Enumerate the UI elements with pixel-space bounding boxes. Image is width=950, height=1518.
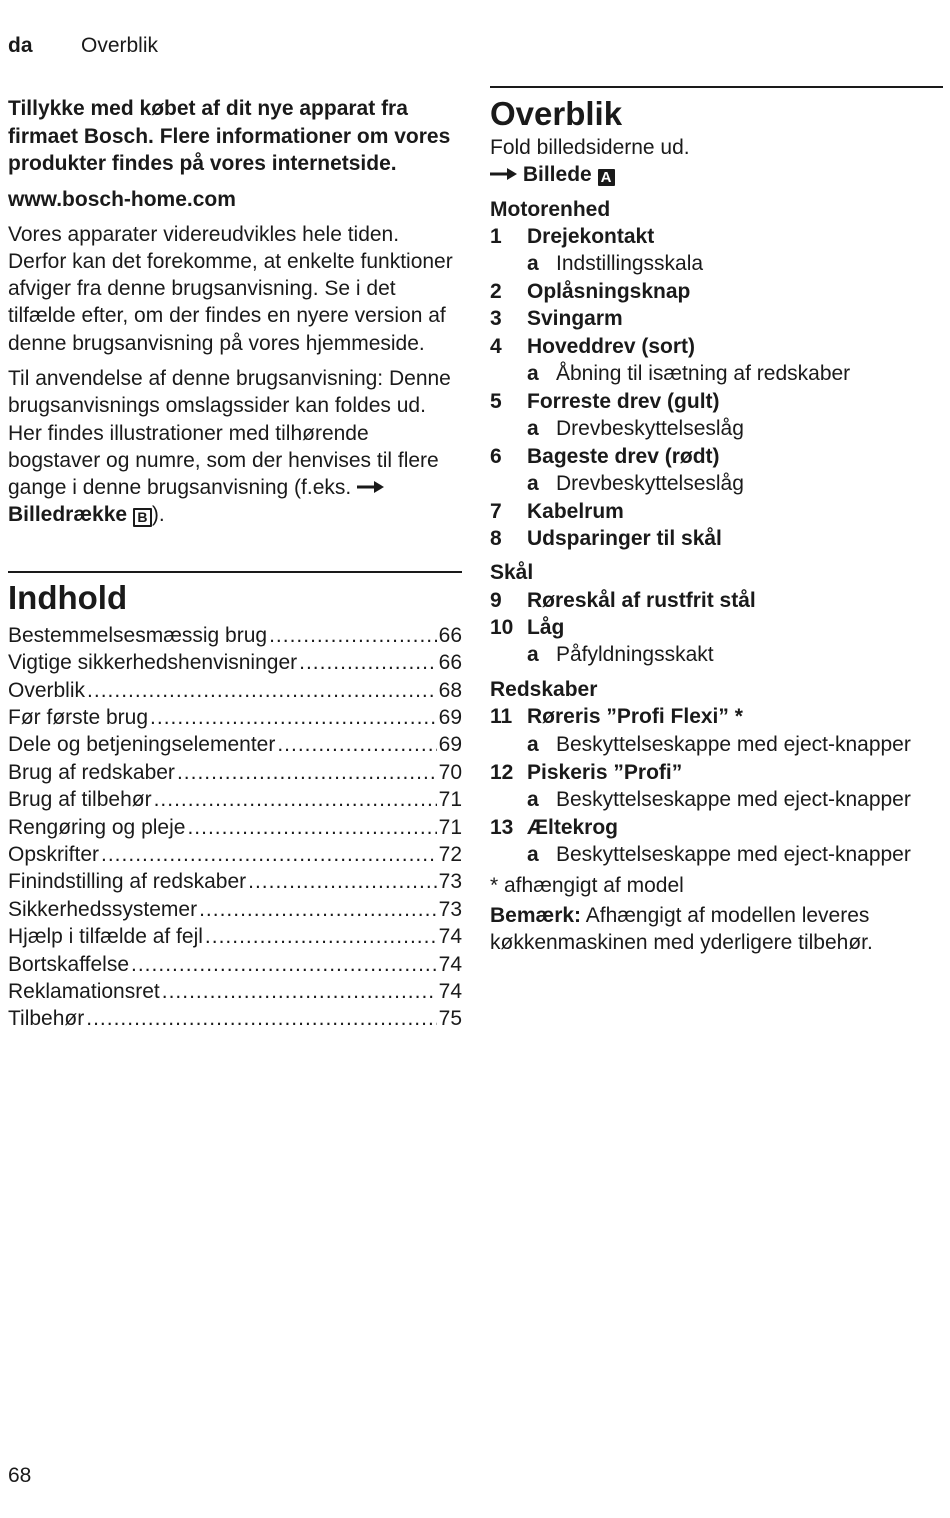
subitem-text: Indstillingsskala [556, 252, 704, 276]
paragraph-usage [8, 365, 462, 529]
note-paragraph [490, 902, 943, 957]
subitem-letter: a [527, 252, 539, 276]
toc-entry-page: 66 [438, 623, 462, 647]
toc-entry-title: Brug af redskaber [8, 760, 175, 784]
part-item [490, 814, 943, 841]
part-number: 12 [490, 760, 514, 784]
subitem-text: Beskyttelseskappe med eject-knapper [556, 787, 911, 811]
parts-list [490, 196, 943, 869]
part-subitem [490, 841, 943, 869]
toc-entry [8, 814, 462, 841]
toc-entry [8, 649, 462, 676]
toc-list [8, 622, 462, 1033]
part-number: 1 [490, 224, 502, 248]
subitem-text: Drevbeskyttelseslåg [556, 416, 744, 440]
website-url: www.bosch-home.com [8, 187, 236, 211]
part-item [490, 525, 943, 552]
toc-entry [8, 622, 462, 649]
toc-entry-title: Tilbehør [8, 1007, 85, 1031]
arrow-right-icon [357, 479, 384, 495]
part-number: 10 [490, 616, 514, 640]
model-footnote: * afhængigt af model [490, 873, 684, 897]
table-of-contents [8, 571, 462, 1033]
part-label: Røreskål af rustfrit stål [527, 588, 756, 612]
overview-heading: Overblik [490, 95, 623, 132]
part-item [490, 388, 943, 415]
part-label: Svingarm [527, 307, 623, 331]
toc-entry-page: 74 [438, 925, 462, 949]
toc-dot-leader [299, 649, 437, 676]
picture-series-ref: Billedrække [8, 503, 128, 527]
toc-entry-page: 73 [438, 870, 462, 894]
toc-entry-page: 74 [438, 952, 462, 976]
part-item [490, 443, 943, 470]
part-number: 4 [490, 334, 502, 358]
subitem-letter: a [527, 643, 539, 667]
toc-entry [8, 978, 462, 1005]
subitem-text: Beskyttelseskappe med eject-knapper [556, 842, 911, 866]
note-label: Bemærk: [490, 904, 582, 928]
toc-entry-page: 69 [438, 733, 462, 757]
part-item [490, 498, 943, 525]
toc-entry-page: 73 [438, 897, 462, 921]
subitem-letter: a [527, 416, 539, 440]
toc-entry [8, 759, 462, 786]
toc-entry [8, 677, 462, 704]
intro-text: Tillykke med købet af dit nye apparat fra firmaet Bosch. Flere informationer om vores produkter findes på vores internetside. [8, 97, 451, 175]
subitem-text: Åbning til isætning af redskaber [556, 361, 851, 385]
toc-entry-title: Reklamationsret [8, 980, 160, 1004]
picture-letter-box: A [598, 169, 615, 186]
toc-entry [8, 923, 462, 950]
page-number: 68 [8, 1464, 32, 1487]
part-number: 2 [490, 279, 502, 303]
toc-dot-leader [86, 1005, 436, 1032]
part-subitem [490, 641, 943, 669]
toc-entry-title: Sikkerhedssystemer [8, 897, 198, 921]
header-section-title: Overblik [81, 34, 159, 57]
toc-dot-leader [101, 841, 437, 868]
subitem-letter: a [527, 361, 539, 385]
toc-entry-title: Hjælp i tilfælde af fejl [8, 925, 203, 949]
part-number: 8 [490, 527, 502, 551]
toc-entry [8, 896, 462, 923]
part-label: Låg [527, 616, 565, 640]
picture-label: Billede [522, 163, 592, 187]
part-item [490, 333, 943, 360]
part-subitem [490, 731, 943, 759]
part-label: Oplåsningsknap [527, 279, 691, 303]
part-number: 3 [490, 307, 502, 331]
part-item [490, 305, 943, 332]
subitem-text: Påfyldningsskakt [556, 643, 714, 667]
part-label: Forreste drev (gult) [527, 389, 720, 413]
note-text: Afhængigt af modellen leveres køkkenmaskinen med yderligere tilbehør. [490, 904, 873, 955]
toc-entry-title: Dele og betjeningselementer [8, 733, 276, 757]
part-item [490, 278, 943, 305]
toc-dot-leader [154, 786, 437, 813]
toc-entry [8, 841, 462, 868]
toc-dot-leader [150, 704, 437, 731]
part-label: Røreris ”Profi Flexi” * [527, 705, 743, 729]
toc-entry [8, 786, 462, 813]
toc-dot-leader [277, 731, 436, 758]
page-header [8, 34, 158, 58]
part-item [490, 759, 943, 786]
toc-entry-title: Rengøring og pleje [8, 815, 186, 839]
subitem-text: Drevbeskyttelseslåg [556, 472, 744, 496]
toc-dot-leader [162, 978, 437, 1005]
toc-dot-leader [87, 677, 437, 704]
section-divider [8, 571, 462, 573]
toc-entry-title: Før første brug [8, 705, 149, 729]
toc-entry-page: 74 [438, 980, 462, 1004]
part-label: Kabelrum [527, 499, 624, 523]
toc-dot-leader [199, 896, 437, 923]
section-divider [490, 86, 943, 88]
part-number: 5 [490, 389, 502, 413]
toc-dot-leader [205, 923, 437, 950]
part-number: 6 [490, 444, 502, 468]
part-label: Drejekontakt [527, 224, 655, 248]
toc-entry-page: 70 [438, 760, 462, 784]
picture-reference [490, 161, 943, 188]
part-label: Bageste drev (rødt) [527, 444, 720, 468]
left-column [8, 95, 462, 1033]
toc-dot-leader [131, 951, 437, 978]
toc-dot-leader [269, 622, 437, 649]
part-item [490, 703, 943, 730]
toc-dot-leader [248, 868, 437, 895]
part-number: 13 [490, 815, 514, 839]
toc-dot-leader [177, 759, 437, 786]
toc-entry [8, 868, 462, 895]
toc-entry-page: 72 [438, 843, 462, 867]
toc-dot-leader [187, 814, 436, 841]
toc-entry [8, 1005, 462, 1032]
part-label: Hoveddrev (sort) [527, 334, 696, 358]
part-subitem [490, 786, 943, 814]
toc-entry-page: 66 [438, 651, 462, 675]
part-subitem [490, 250, 943, 278]
toc-entry [8, 731, 462, 758]
paragraph-usage-text: Til anvendelse af denne brugsanvisning: Denne brugsanvisnings omslagssider kan foldes ud. Her findes illustrationer med tilhørende bogstaver og numre, som der henvises til flere gange i denne brugsanvisning (f.eks. [8, 366, 451, 500]
toc-entry-title: Opskrifter [8, 843, 100, 867]
subitem-text: Beskyttelseskappe med eject-knapper [556, 732, 911, 756]
subitem-letter: a [527, 732, 539, 756]
parts-group-heading: Skål [490, 561, 534, 585]
part-number: 11 [490, 705, 513, 729]
parts-group-heading: Redskaber [490, 678, 598, 702]
right-column [490, 86, 943, 957]
part-number: 7 [490, 499, 502, 523]
toc-entry-title: Brug af tilbehør [8, 788, 152, 812]
toc-entry-page: 68 [438, 678, 462, 702]
subitem-letter: a [527, 472, 539, 496]
toc-entry-title: Bortskaffelse [8, 952, 130, 976]
part-label: Æltekrog [527, 815, 619, 839]
part-label: Udsparinger til skål [527, 527, 722, 551]
paragraph-development: Vores apparater videreudvikles hele tiden. Derfor kan det forekomme, at enkelte funktioner afviger fra denne brugsanvisning. Se i det tilfælde efter, om der findes en nyere version af denne brugsanvisning på vores hjemmeside. [8, 222, 453, 355]
toc-entry-page: 71 [438, 815, 462, 839]
toc-entry [8, 704, 462, 731]
part-number: 9 [490, 588, 502, 612]
paragraph-usage-end: ). [151, 503, 165, 527]
fold-instruction: Fold billedsiderne ud. [490, 136, 690, 159]
part-item [490, 614, 943, 641]
toc-entry-page: 75 [438, 1007, 462, 1031]
subitem-letter: a [527, 842, 539, 866]
part-item [490, 587, 943, 614]
part-item [490, 223, 943, 250]
toc-entry-title: Overblik [8, 678, 86, 702]
toc-entry-title: Bestemmelsesmæssig brug [8, 623, 268, 647]
part-label: Piskeris ”Profi” [527, 760, 683, 784]
toc-entry-title: Vigtige sikkerhedshenvisninger [8, 651, 298, 675]
part-subitem [490, 360, 943, 388]
toc-entry-page: 71 [438, 788, 462, 812]
toc-entry-page: 69 [438, 705, 462, 729]
part-subitem [490, 415, 943, 443]
subitem-letter: a [527, 787, 539, 811]
part-subitem [490, 470, 943, 498]
picture-letter-box: B [133, 508, 152, 527]
arrow-right-icon [490, 166, 517, 182]
language-code: da [8, 34, 33, 57]
toc-entry-title: Finindstilling af redskaber [8, 870, 247, 894]
toc-entry [8, 951, 462, 978]
toc-heading: Indhold [8, 578, 128, 616]
parts-group-heading: Motorenhed [490, 197, 611, 221]
